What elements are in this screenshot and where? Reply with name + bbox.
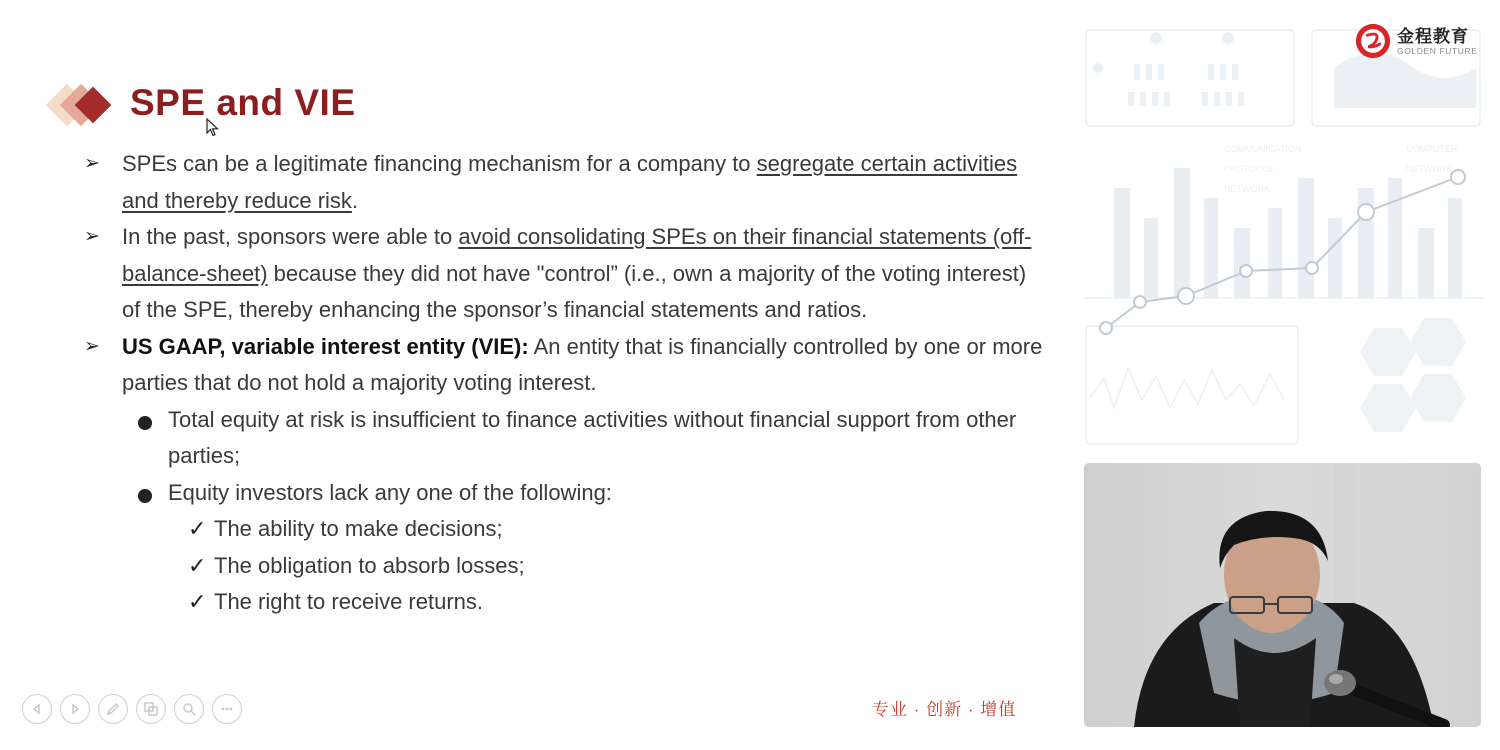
next-slide-button[interactable] [60,694,90,724]
check-item-1-text: The ability to make decisions; [214,516,503,541]
zoom-button[interactable] [174,694,204,724]
mouse-cursor-icon [206,118,220,138]
point-2-text-a: In the past, sponsors were able to [122,224,459,249]
more-icon [219,701,235,717]
brand-logo [1354,22,1478,60]
arrow-bullet-icon: ➢ [84,226,100,247]
dot-bullet-icon [138,416,152,430]
dot-bullet-icon [138,489,152,503]
sub-bullet-2 [84,475,1044,512]
slides-icon [143,701,159,717]
more-options-button[interactable] [212,694,242,724]
check-item-1 [84,511,1044,548]
svg-text:COMPUTER: COMPUTER [1406,144,1458,154]
title-diamond-icon [44,82,124,130]
point-3-term: US GAAP, variable interest entity (VIE): [122,333,529,359]
logo-name-en: GOLDEN FUTURE [1397,45,1478,56]
point-1-text-underlined: segregate certain activities and thereby reduce risk [122,151,1018,213]
arrow-bullet-icon: ➢ [84,335,100,357]
arrow-bullet-icon: ➢ [84,153,100,174]
point-2-text-underlined: avoid consolidating SPEs on their financial statements (off-balance-sheet) [122,224,1032,286]
point-1-text-c: . [351,187,359,213]
logo-text [1397,27,1478,56]
check-item-2-text: The obligation to absorb losses; [214,552,525,578]
svg-text:COMMUNICATION: COMMUNICATION [1224,144,1302,154]
sub-bullet-1 [84,402,1044,475]
point-2 [84,219,1044,329]
presenter-webcam-video [1084,463,1481,727]
presenter-image [1084,463,1481,727]
check-item-2 [84,548,1044,585]
point-1 [84,146,1044,219]
slide-title: SPE and VIE [130,82,356,123]
zoom-icon [181,701,197,717]
footer-slogan: 专业 · 创新 · 增值 [872,700,1017,719]
pen-icon [105,701,121,717]
logo-name-cn: 金程教育 [1397,26,1469,46]
checkmark-icon: ✓ [188,589,207,614]
sub-bullet-1-text: Total equity at risk is insufficient to finance activities without financial support from other parties; [168,406,1017,468]
decorative-infographic-background [1084,28,1484,450]
point-1-text-a: SPEs can be a legitimate financing mechanism for a company to [122,151,757,176]
pen-tool-button[interactable] [98,694,128,724]
next-icon [68,702,82,716]
point-2-text-c: because they did not have "control” (i.e., own a majority of the voting interest) of the SPE, thereby enhancing the sponsor’s financial statements and ratios. [122,260,1027,322]
golden-future-logo-icon [1354,22,1392,60]
point-3-definition: An entity that is financially controlled by one or more parties that do not hold a majority voting interest. [122,333,1043,395]
checkmark-icon: ✓ [188,516,207,541]
slide-content [84,146,1044,621]
checkmark-icon: ✓ [188,552,207,578]
svg-text:PROTOCOL: PROTOCOL [1224,164,1275,174]
sub-bullet-2-text: Equity investors lack any one of the following: [168,479,612,505]
svg-text:NETWORK: NETWORK [1406,164,1452,174]
previous-icon [30,702,44,716]
previous-slide-button[interactable] [22,694,52,724]
point-3 [84,329,1044,402]
check-item-3 [84,584,1044,621]
presentation-controls [22,694,242,724]
slide-overview-button[interactable] [136,694,166,724]
check-item-3-text: The right to receive returns. [214,589,484,614]
svg-text:NETWORK: NETWORK [1224,184,1270,194]
